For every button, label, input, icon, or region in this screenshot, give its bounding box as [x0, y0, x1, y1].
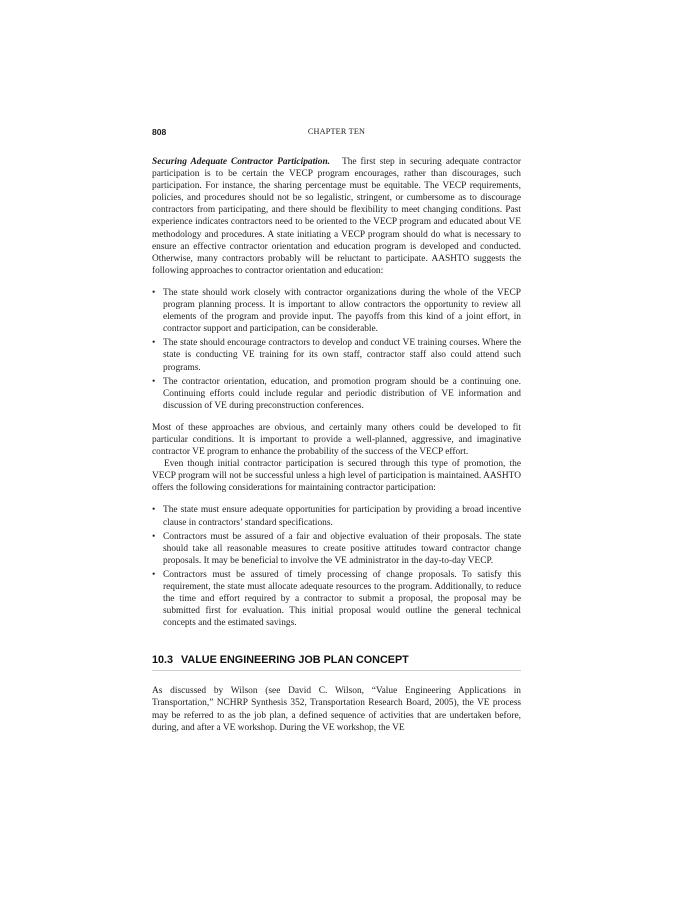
list-item: • The state should encourage contractors to develop and conduct VE training courses. Where the state is conducting VE training for its own staff, contractor staff also could attend such programs.	[152, 338, 521, 373]
bullet-icon: •	[152, 376, 156, 387]
bullet-icon: •	[152, 505, 156, 516]
bullet-icon: •	[152, 338, 156, 349]
paragraph-securing-participation	[152, 156, 521, 277]
paragraph-job-plan: As discussed by Wilson (see David C. Wilson, “Value Engineering Applications in Transportation,” NCHRP Synthesis 352, Transportation Research Board, 2005), the VE process may be referred to as the job plan, a defined sequence of activities that are undertaken before, during, and after a VE workshop. During the VE workshop, the VE	[152, 686, 521, 733]
list-item: • The state must ensure adequate opportunities for participation by providing a broad incentive clause in contractors’ standard specifications.	[152, 505, 521, 528]
section-number: 10.3	[152, 654, 174, 667]
list-item: • Contractors must be assured of a fair and objective evaluation of their proposals. The state should take all reasonable measures to create positive attitudes toward contractor change proposals. It may be beneficial to involve the VE administrator in the day-to-day VECP.	[152, 531, 521, 566]
list-item: • The contractor orientation, education, and promotion program should be a continuing one. Continuing efforts could include regular and periodic distribution of VE information and discussion of VE during preconstruction conferences.	[152, 376, 521, 411]
bullet-icon: •	[152, 569, 156, 580]
paragraph-text: The first step in securing adequate contractor participation is to be certain the VECP program encourages, rather than discourages, such participation. For instance, the sharing percentage must be equitable. The VECP requirements, policies, and procedures should not be so legalistic, stringent, or cumbersome as to discourage contractors from participating, and there should be flexibility to meet changing conditions. Past experience indicates contractors need to be oriented to the VECP program and educated about VE methodology and procedures. A state initiating a VECP program should do what is necessary to ensure an effective contractor orientation and education program is developed and conducted. Otherwise, many contractors probably will be reluctant to participate. AASHTO suggests the following approaches to contractor orientation and education:	[152, 157, 522, 276]
paragraph-maintaining-participation: Even though initial contractor participation is secured through this type of promotion, the VECP program will not be successful unless a high level of participation is maintained. AASHTO offers the following considerations for maintaining contractor participation:	[152, 459, 521, 494]
bullet-list-considerations	[152, 504, 521, 629]
list-item: • The state should work closely with contractor organizations during the whole of the VECP program planning process. It is important to allow contractors the opportunity to review all elements of the program and provide input. The payoffs from this kind of a joint effort, in contractor support and participation, can be considerable.	[152, 287, 521, 335]
chapter-title: CHAPTER TEN	[307, 127, 366, 136]
bullet-list-approaches	[152, 287, 521, 412]
section-heading	[152, 653, 521, 671]
running-head	[152, 126, 521, 140]
run-in-heading: Securing Adequate Contractor Participation.	[152, 157, 331, 167]
section-title: VALUE ENGINEERING JOB PLAN CONCEPT	[181, 654, 409, 667]
page-number: 808	[152, 127, 167, 137]
bullet-icon: •	[152, 287, 156, 298]
paragraph-approaches-obvious: Most of these approaches are obvious, and certainly many others could be developed to fit particular conditions. It is important to provide a well-planned, aggressive, and imaginative contractor VE program to enhance the probability of the success of the VECP effort.	[152, 422, 521, 458]
document-page	[152, 126, 521, 734]
bullet-icon: •	[152, 531, 156, 542]
list-item: • Contractors must be assured of timely processing of change proposals. To satisfy this requirement, the state must allocate adequate resources to the program. Additionally, to reduce the time and effort required by a contractor to submit a proposal, the proposal may be submitted first for evaluation. This initial proposal would outline the general technical concepts and the estimated savings.	[152, 569, 521, 629]
